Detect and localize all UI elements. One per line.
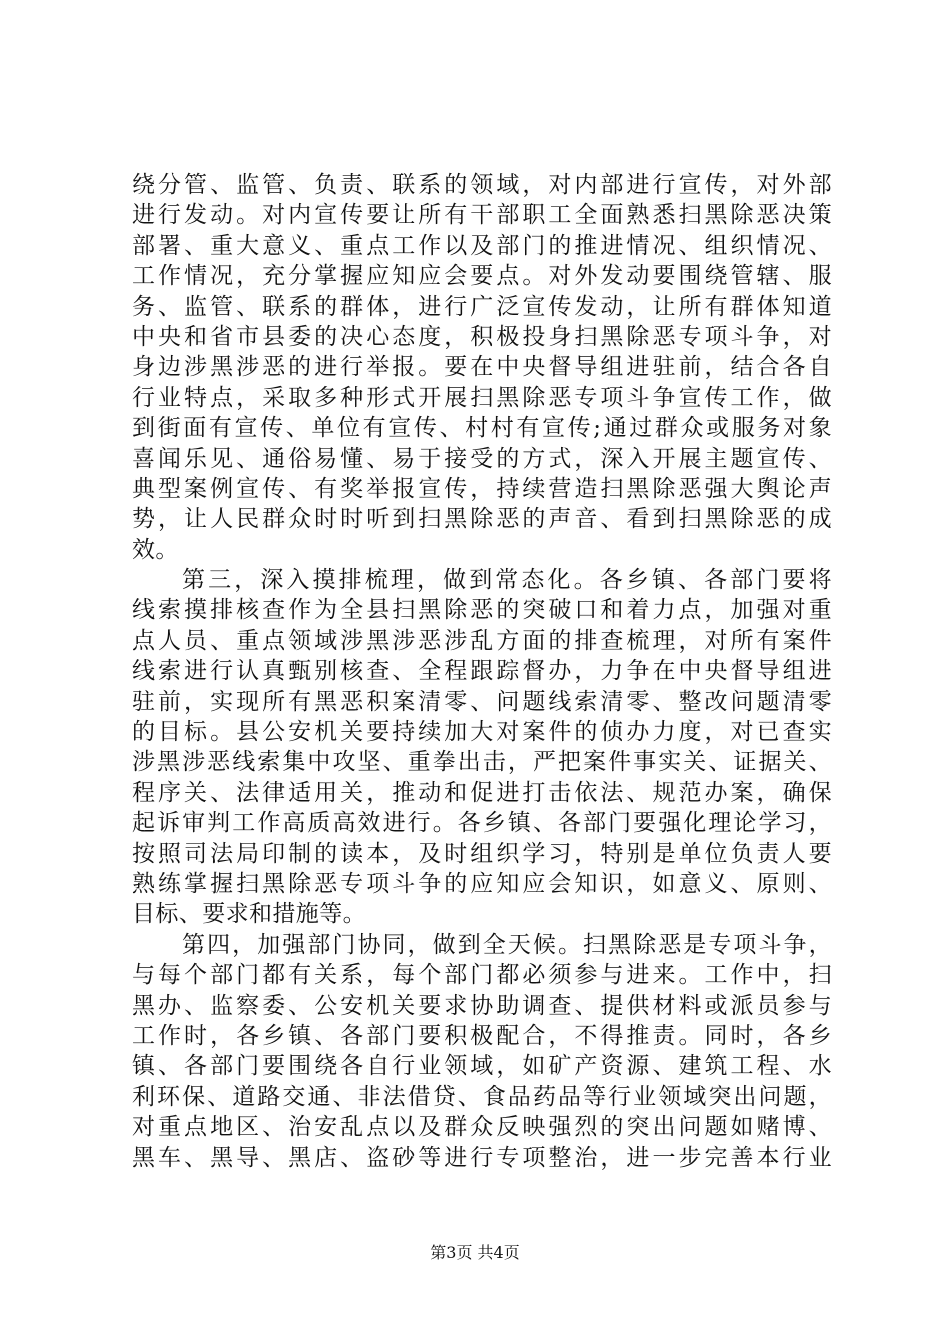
text-line: 黑车、黑导、黑店、盗砂等进行专项整治，进一步完善本行业	[132, 1144, 832, 1171]
text-line: 熟练掌握扫黑除恶专项斗争的应知应会知识，如意义、原则、	[132, 870, 832, 897]
text-line: 涉黑涉恶线索集中攻坚、重拳出击，严把案件事实关、证据关、	[132, 749, 832, 776]
text-line: 典型案例宣传、有奖举报宣传，持续营造扫黑除恶强大舆论声	[132, 475, 832, 502]
text-line: 线索摸排核查作为全县扫黑除恶的突破口和着力点，加强对重	[132, 597, 832, 624]
text-line: 务、监管、联系的群体，进行广泛宣传发动，让所有群体知道	[132, 293, 832, 320]
paragraph-heading-third: 第三，深入摸排梳理，做到常态化。各乡镇、各部门要将	[182, 567, 832, 594]
text-line: 中央和省市县委的决心态度，积极投身扫黑除恶专项斗争，对	[132, 323, 832, 350]
text-line: 点人员、重点领域涉黑涉恶涉乱方面的排查梳理，对所有案件	[132, 627, 832, 654]
text-line: 利环保、道路交通、非法借贷、食品药品等行业领域突出问题，	[132, 1083, 832, 1110]
text-line: 工作情况，充分掌握应知应会要点。对外发动要围绕管辖、服	[132, 263, 832, 290]
text-line: 驻前，实现所有黑恶积案清零、问题线索清零、整改问题清零	[132, 688, 832, 715]
text-line: 目标、要求和措施等。	[132, 901, 366, 928]
text-line: 起诉审判工作高质高效进行。各乡镇、各部门要强化理论学习，	[132, 810, 832, 837]
text-line: 身边涉黑涉恶的进行举报。要在中央督导组进驻前，结合各自	[132, 354, 832, 381]
text-line: 的目标。县公安机关要持续加大对案件的侦办力度，对已查实	[132, 719, 832, 746]
text-line: 行业特点，采取多种形式开展扫黑除恶专项斗争宣传工作，做	[132, 384, 832, 411]
text-line: 效。	[132, 536, 179, 563]
text-line: 势，让人民群众时时听到扫黑除恶的声音、看到扫黑除恶的成	[132, 506, 832, 533]
text-line: 镇、各部门要围绕各自行业领域，如矿产资源、建筑工程、水	[132, 1053, 832, 1080]
text-line: 线索进行认真甄别核查、全程跟踪督办，力争在中央督导组进	[132, 658, 832, 685]
text-line: 进行发动。对内宣传要让所有干部职工全面熟悉扫黑除恶决策	[132, 202, 832, 229]
text-line: 黑办、监察委、公安机关要求协助调查、提供材料或派员参与	[132, 992, 832, 1019]
text-line: 与每个部门都有关系，每个部门都必须参与进来。工作中，扫	[132, 962, 832, 989]
text-line: 按照司法局印制的读本，及时组织学习，特别是单位负责人要	[132, 840, 832, 867]
text-line: 喜闻乐见、通俗易懂、易于接受的方式，深入开展主题宣传、	[132, 445, 832, 472]
text-line: 工作时，各乡镇、各部门要积极配合，不得推责。同时，各乡	[132, 1022, 832, 1049]
text-line: 对重点地区、治安乱点以及群众反映强烈的突出问题如赌博、	[132, 1114, 832, 1141]
paragraph-heading-fourth: 第四，加强部门协同，做到全天候。扫黑除恶是专项斗争，	[182, 931, 832, 958]
text-line: 程序关、法律适用关，推动和促进打击依法、规范办案，确保	[132, 779, 832, 806]
text-line: 绕分管、监管、负责、联系的领域，对内部进行宣传，对外部	[132, 172, 832, 198]
text-line: 部署、重大意义、重点工作以及部门的推进情况、组织情况、	[132, 232, 832, 259]
page-number-footer: 第3页 共4页	[430, 1243, 520, 1262]
body-text	[132, 170, 832, 1173]
text-line: 到街面有宣传、单位有宣传、村村有宣传;通过群众或服务对象	[132, 415, 832, 442]
